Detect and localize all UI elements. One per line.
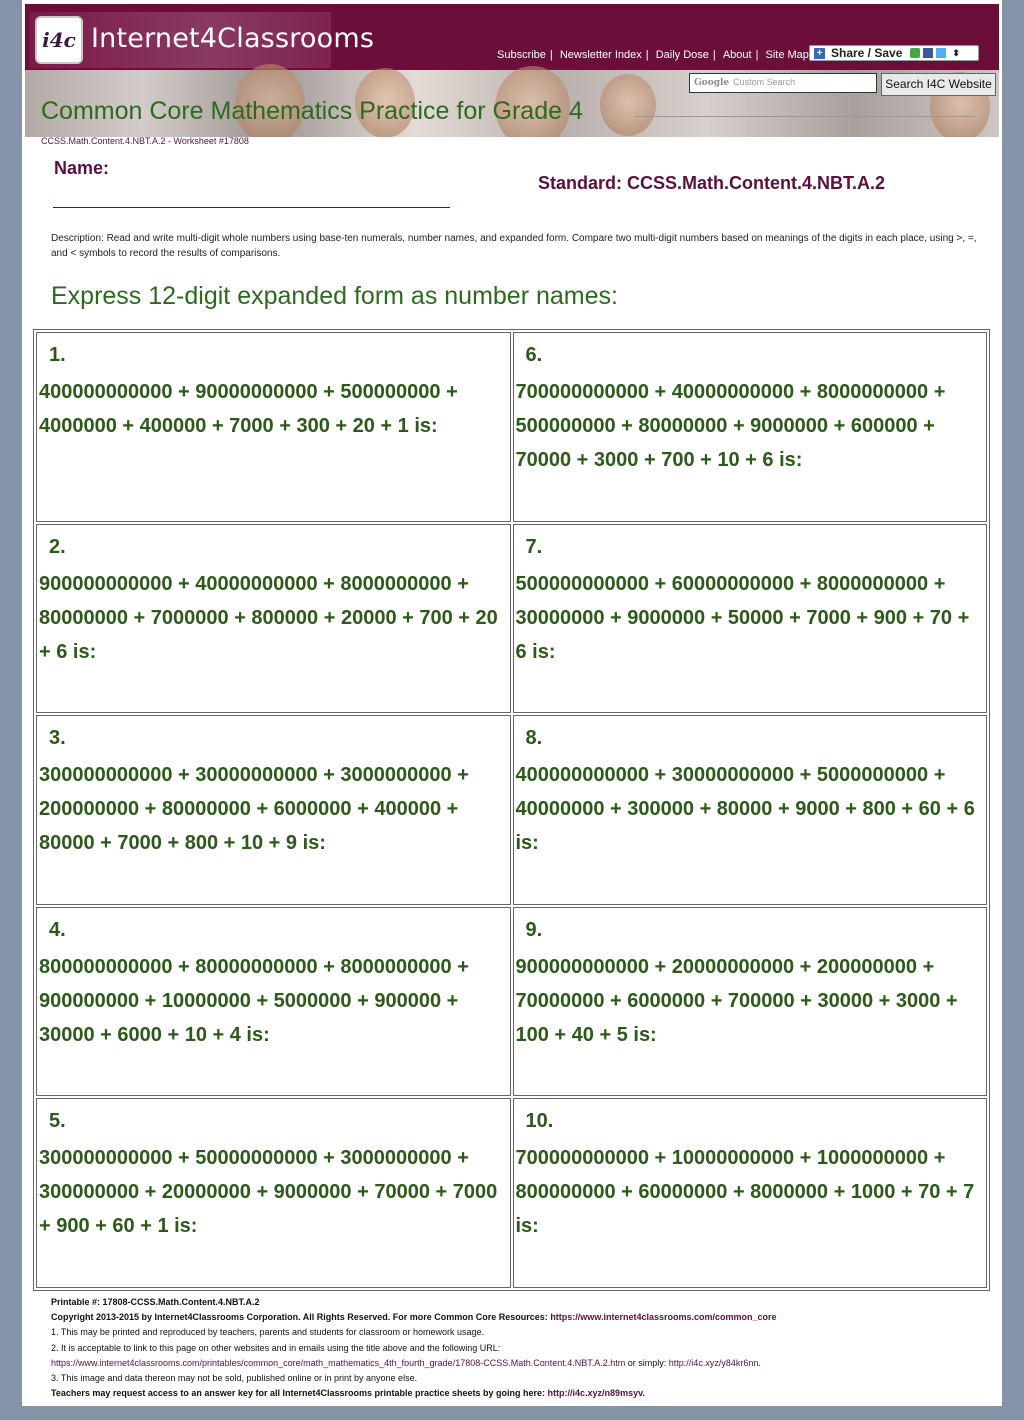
question-number: 4. [49,918,66,941]
question-text: 700000000000 + 40000000000 + 8000000000 + 500000000 + 80000000 + 9000000 + 600000 + 70000 + 3000 + 700 + 10 + 6 is: [515,381,946,471]
question-cell [36,1098,511,1288]
question-cell [36,332,511,522]
logo-text: Internet4Classrooms [91,23,375,54]
site-header [25,4,999,137]
question-cell [36,524,511,714]
question-number: 2. [49,535,66,558]
questions-table [33,329,990,1291]
note-3: 3. This image and data thereon may not be sold, published online or in print by anyone else. [51,1373,418,1384]
top-nav: Subscribe | Newsletter Index | Daily Dose | About | Site Map [497,49,809,61]
nav-site-map[interactable]: Site Map [765,49,809,61]
question-cell [513,907,988,1097]
worksheet-url-link[interactable]: https://www.internet4classrooms.com/printables/common_core/math_mathematics_4th_fourth_grade/17808-CCSS.Math.Content.4.NBT.A.2.htm [51,1357,626,1368]
worksheet-subtitle: CCSS.Math.Content.4.NBT.A.2 - Worksheet #17808 [41,136,249,146]
question-cell [513,524,988,714]
question-text: 500000000000 + 60000000000 + 8000000000 + 30000000 + 9000000 + 50000 + 7000 + 900 + 70 + 6 is: [515,572,970,663]
question-number: 9. [525,918,543,941]
name-blank-line [53,207,450,208]
question-cell [513,715,988,905]
share-plus-icon: + [814,48,825,59]
page-title: Common Core Mathematics Practice for Grade 4 [41,97,583,125]
question-text: 700000000000 + 10000000000 + 1000000000 + 800000000 + 60000000 + 8000000 + 1000 + 70 + 7 is: [515,1147,975,1238]
worksheet-page [22,0,1002,1406]
facebook-icon [923,48,933,58]
footer [51,1295,991,1401]
description: Description: Read and write multi-digit whole numbers using base-ten numerals, number names, and expanded form. Compare two multi-digit numbers based on meanings of the digits in each place, using >, =, and < symbols to record the results of comparisons. [51,233,977,259]
question-number: 3. [49,727,66,750]
search-input[interactable]: Google Custom Search [689,73,877,93]
question-text: 400000000000 + 90000000000 + 500000000 + 4000000 + 400000 + 7000 + 300 + 20 + 1 is: [39,381,458,437]
banner-photo-shape [600,74,656,136]
question-text: 800000000000 + 80000000000 + 8000000000 + 900000000 + 10000000 + 5000000 + 900000 + 30000 + 6000 + 10 + 4 is: [39,955,469,1046]
share-label: Share / Save [831,46,903,60]
question-cell [513,332,988,522]
short-url-link[interactable]: http://i4c.xyz/y84kr6nn [668,1357,759,1368]
question-text: 900000000000 + 40000000000 + 8000000000 + 80000000 + 7000000 + 800000 + 20000 + 700 + 20 + 6 is: [39,572,498,663]
nav-about[interactable]: About [722,49,752,61]
share-save-button[interactable] [809,45,979,61]
question-text: 300000000000 + 50000000000 + 3000000000 + 300000000 + 20000000 + 9000000 + 70000 + 7000 + 900 + 60 + 1 is: [39,1147,498,1238]
question-text: 900000000000 + 20000000000 + 200000000 + 70000000 + 6000000 + 700000 + 30000 + 3000 + 100 + 40 + 5 is: [515,955,958,1046]
question-cell [36,715,511,905]
question-number: 5. [49,1110,66,1133]
answer-key-note: Teachers may request access to an answer key for all Internet4Classrooms printable practice sheets by going here: http://i4c.xyz/n89msyv. [51,1388,645,1399]
answer-key-link[interactable]: http://i4c.xyz/n89msyv [547,1388,643,1399]
question-number: 8. [525,727,543,750]
i4c-logo-icon: i4c [35,16,83,64]
copyright: Copyright 2013-2015 by Internet4Classrooms Corporation. All Rights Reserved. For more Common Core Resources: https://www.internet4classrooms.com/common_core [51,1312,777,1323]
question-cell [36,907,511,1097]
nav-subscribe[interactable]: Subscribe [497,49,546,61]
standard-label: Standard: CCSS.Math.Content.4.NBT.A.2 [538,173,886,193]
question-text: 400000000000 + 30000000000 + 5000000000 + 40000000 + 300000 + 80000 + 9000 + 800 + 60 + 6 is: [515,764,975,855]
site-logo[interactable] [29,12,375,68]
question-cell [513,1098,988,1288]
question-number: 10. [525,1110,554,1133]
nav-daily-dose[interactable]: Daily Dose [655,49,709,61]
question-number: 6. [525,344,543,366]
common-core-link[interactable]: https://www.internet4classrooms.com/common_core [550,1312,777,1323]
twitter-icon [936,48,946,58]
nav-newsletter-index[interactable]: Newsletter Index [559,49,642,61]
question-number: 7. [525,535,543,558]
email-share-icon [910,48,920,58]
question-number: 1. [49,344,66,366]
printable-number: Printable #: 17808-CCSS.Math.Content.4.NBT.A.2 [51,1297,260,1307]
section-heading: Express 12-digit expanded form as number names: [51,282,618,310]
name-label: Name: [54,158,110,178]
note-2: 2. It is acceptable to link to this page on other websites and in emails using the title above and the following URL: [51,1342,501,1353]
title-divider [635,116,975,117]
search-button[interactable]: Search I4C Website [881,73,996,96]
question-text: 300000000000 + 30000000000 + 3000000000 + 200000000 + 80000000 + 6000000 + 400000 + 80000 + 7000 + 800 + 10 + 9 is: [39,764,469,855]
note-2-urls: https://www.internet4classrooms.com/printables/common_core/math_mathematics_4th_fourth_grade/17808-CCSS.Math.Content.4.NBT.A.2.htm or simply: http://i4c.xyz/y84kr6nn. [51,1357,761,1368]
note-1: 1. This may be printed and reproduced by teachers, parents and students for classroom or homework usage. [51,1327,485,1338]
share-dropdown-icon: ⬍ [952,47,960,58]
